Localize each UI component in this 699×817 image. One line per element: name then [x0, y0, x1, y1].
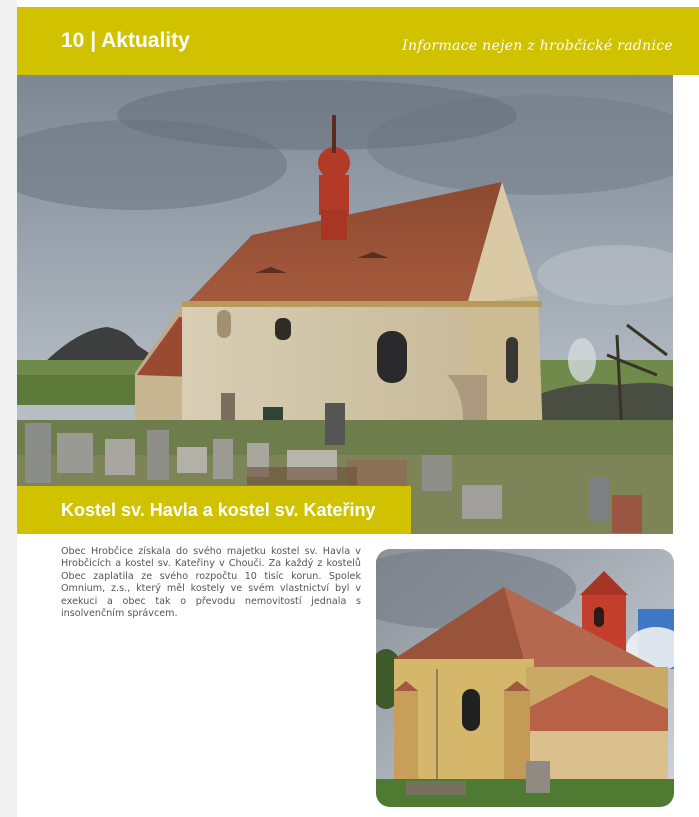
newsletter-page — [17, 0, 699, 817]
church-havel-photo — [17, 75, 673, 534]
church-katerina-photo — [376, 549, 674, 807]
header-tagline: Informace nejen z hrobčické radnice — [402, 38, 673, 54]
article-caption-bar — [17, 486, 411, 534]
page-title: 10 | Aktuality — [61, 29, 190, 52]
article-body: Obec Hrobčice získala do svého majetku kostel sv. Havla v Hrobčicích a kostel sv. Kateřiny v Chouči. Za každý z kostelů Obec zaplatila ze svého rozpočtu 10 tisíc korun. Spolek Omnium, z.s., který měl kostely ve svém vlastnictví byl v exekuci a obec tak o převodu nemovitostí jednala s insolvenčním správcem. — [61, 546, 361, 620]
article-caption: Kostel sv. Havla a kostel sv. Kateřiny — [61, 500, 376, 520]
page-header — [17, 7, 699, 75]
